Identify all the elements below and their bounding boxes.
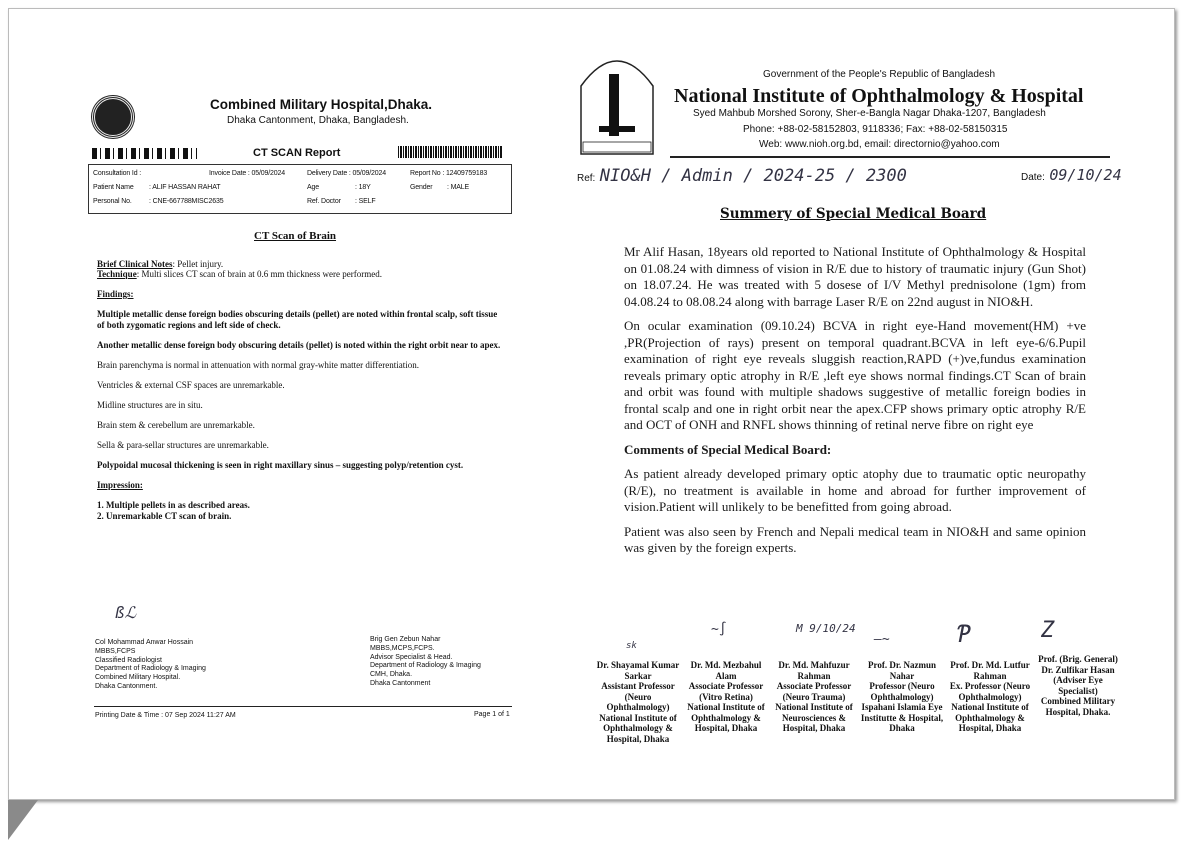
paragraph-comments: As patient already developed primary optic atophy due to traumatic optic neuropathy (R/E), no treatment is available in home and abroad for further improvement of vision.Patient will unlikely to be benefitted from going abroad. [624, 466, 1086, 514]
ref-line [577, 166, 907, 186]
radiologist-signature: ßℒ [115, 603, 137, 622]
paragraph-history: Mr Alif Hasan, 18years old reported to National Institute of Ophthalmology & Hospital on 01.08.24 with dimness of vision in R/E due to history of traumatic injury (Gun Shot) on 18.07.24. He was treated with 5 dosese of I/V Methyl prednisolone (1gm) from 04.08.24 to 08.08.24 along with barrage Laser R/E on 22nd august in NIO&H. [624, 244, 1086, 309]
signatory-org: Combined Military Hospital, Dhaka. [1040, 696, 1116, 717]
signature: M 9/10/24 [796, 622, 856, 635]
invoice-date: Invoice Date : 05/09/2024 [209, 170, 286, 177]
sign-line: Department of Radiology & Imaging [370, 662, 481, 670]
paragraph-foreign-opinion: Patient was also seen by French and Nepali medical team in NIO&H and same opinion was given by the foreign experts. [624, 523, 1086, 555]
header-divider [670, 156, 1110, 158]
nioh-web: Web: www.nioh.org.bd, email: directornio@yahoo.com [759, 139, 1000, 150]
sign-line: CMH, Dhaka. [370, 671, 413, 679]
signatory-title: Assistant Professor (Neuro Ophthalmology) [601, 681, 675, 712]
sign-line: Dhaka Cantonment [370, 679, 431, 687]
date-label: Date: [1021, 172, 1045, 183]
sign-line: Combined Military Hospital. [95, 674, 181, 682]
delivery-date: Delivery Date : 05/09/2024 [307, 170, 386, 177]
summary-title: Summery of Special Medical Board [720, 206, 987, 222]
signatory-org: National Institute of Ophthalmology & Hospital, Dhaka [951, 702, 1029, 733]
finding-item: Midline structures are in situ. [97, 400, 203, 410]
signatory [684, 660, 768, 734]
personal-no: : CNE-667788MISC2635 [149, 198, 224, 205]
scan-title: CT Scan of Brain [254, 230, 337, 242]
barcode-left [92, 148, 197, 159]
signatory-org: National Institute of Ophthalmology & Hospital, Dhaka [599, 712, 677, 744]
finding-item: Multiple metallic dense foreign bodies obscuring details (pellet) are noted within frontal scalp, soft tissue of both zygomatic regions and left side of check. [97, 309, 498, 330]
consultation-id: Consultation Id : [93, 170, 142, 177]
finding-item: Brain stem & cerebellum are unremarkable. [97, 420, 255, 430]
technique-label: Technique [97, 269, 137, 279]
comments-heading: Comments of Special Medical Board: [624, 441, 832, 457]
sign-line: MBBS,MCPS,FCPS. [370, 644, 435, 652]
ref-number: NIO&H / Admin / 2024-25 / 2300 [599, 166, 907, 186]
signature: —~ [874, 632, 890, 647]
nioh-name: National Institute of Ophthalmology & Hospital [674, 85, 1084, 107]
report-title: CT SCAN Report [253, 147, 341, 159]
summary-body [624, 244, 1086, 557]
signatory-name: Prof. Dr. Nazmun Nahar [868, 660, 936, 681]
paragraph-examination: On ocular examination (09.10.24) BCVA in right eye-Hand movement(HM) +ve ,PR(Projection of rays) present on temporal quadrant.BCVA in left eye-6/6.Pupil examination of right eye reveals sluggish reaction,RAPD (+)ve,fundus examination reveals primary optic atrophy in R/E ,left eye shows normal findings.CT Scan of brain and orbit was found with multiple shadows suggestive of metallic foreign bodies in frontal scalp and one in right orbit near the apex.CFP shows primary optic atrophy R/E and OCT of ONH and RNFL shows thinning of retinal nerve fibre on right eye [624, 318, 1086, 432]
signatories-row [596, 614, 1120, 754]
impression-item: 2. Unremarkable CT scan of brain. [97, 511, 232, 521]
clinical-notes-label: Brief Clinical Notes [97, 259, 173, 269]
gender-label: Gender [410, 184, 433, 191]
signatory-org: National Institute of Neurosciences & Hospital, Dhaka [775, 702, 853, 733]
technique: : Multi slices CT scan of brain at 0.6 mm thickness were performed. [136, 269, 382, 279]
page-fold-corner [8, 800, 38, 840]
date-value: 09/10/24 [1049, 166, 1122, 184]
signatory-1 [95, 639, 206, 692]
finding-item: Ventricles & external CSF spaces are unremarkable. [97, 380, 285, 390]
age: : 18Y [355, 184, 371, 191]
sign-line: Classified Radiologist [95, 656, 162, 664]
signatory-name: Prof. Dr. Md. Lutfur Rahman [950, 660, 1030, 681]
nioh-address: Syed Mahbub Morshed Sorony, Sher-e-Bangla Nagar Dhaka-1207, Bangladesh [693, 108, 1046, 119]
barcode-right [398, 146, 502, 158]
signature: Ƥ [956, 620, 971, 648]
findings-label: Findings: [97, 289, 134, 299]
signature: Z [1041, 618, 1055, 643]
signatory-title: Associate Professor (Vitro Retina) [688, 681, 764, 702]
signatory [1036, 654, 1120, 717]
report-body [97, 259, 502, 522]
age-label: Age [307, 184, 320, 191]
nioh-logo [577, 46, 657, 156]
signatory-name: Dr. Shayamal Kumar Sarkar [596, 660, 680, 681]
impression-item: 1. Multiple pellets in as described areas. [97, 500, 250, 510]
cmh-address: Dhaka Cantonment, Dhaka, Bangladesh. [227, 115, 409, 126]
patient-name-label: Patient Name [93, 184, 134, 191]
sign-line: Dhaka Cantonment. [95, 682, 158, 690]
sign-line: Col Mohammad Anwar Hossain [95, 639, 194, 646]
nioh-phone: Phone: +88-02-58152803, 9118336; Fax: +88-02-58150315 [743, 124, 1008, 135]
ref-label: Ref: [577, 173, 596, 184]
gov-heading: Government of the People's Republic of Bangladesh [763, 69, 996, 80]
page-number: Page 1 of 1 [474, 711, 510, 718]
report-no: Report No : 12409759183 [410, 170, 488, 177]
finding-item: Sella & para-sellar structures are unremarkable. [97, 440, 269, 450]
signatory [772, 660, 856, 734]
gender: : MALE [447, 184, 470, 191]
signatory-name: Dr. Md. Mezbahul Alam [690, 660, 762, 681]
signatory-title: (Adviser Eye Specialist) [1053, 675, 1103, 696]
ref-doctor: : SELF [355, 198, 376, 205]
signatory-org: National Institute of Ophthalmology & Hospital, Dhaka [687, 702, 765, 733]
signatory-title: Associate Professor (Neuro Trauma) [776, 681, 852, 702]
footer-divider [94, 706, 512, 707]
personal-no-label: Personal No. [93, 198, 132, 205]
signatory-title: Ex. Professor (Neuro Ophthalmology) [949, 681, 1031, 702]
sign-line: Department of Radiology & Imaging [95, 665, 206, 673]
signatory-name: Prof. (Brig. General) Dr. Zulfikar Hasan [1038, 654, 1118, 675]
impression-label: Impression: [97, 480, 143, 490]
clinical-notes: : Pellet injury. [172, 259, 224, 269]
finding-item: Brain parenchyma is normal in attenuation with normal gray-white matter differentiation. [97, 360, 419, 370]
signatory-org: Ispahani Islamia Eye Institutte & Hospital, Dhaka [860, 702, 944, 733]
signatory [948, 660, 1032, 734]
sign-line: MBBS,FCPS [95, 647, 136, 655]
signature: sk [626, 641, 637, 651]
date-line [1021, 166, 1122, 185]
sign-line: Advisor Specialist & Head. [370, 653, 453, 661]
signatory [860, 660, 944, 734]
sign-line: Brig Gen Zebun Nahar [370, 636, 441, 643]
signatory-name: Dr. Md. Mahfuzur Rahman [778, 660, 850, 681]
patient-info-box [88, 164, 512, 214]
signature: ~∫ [711, 622, 727, 637]
ref-doctor-label: Ref. Doctor [307, 198, 341, 205]
signatory [596, 660, 680, 744]
cmh-name: Combined Military Hospital,Dhaka. [210, 97, 433, 112]
signatory-title: Professor (Neuro Ophthalmology) [869, 681, 935, 702]
patient-name: : ALIF HASSAN RAHAT [149, 184, 221, 191]
signatory-2 [370, 636, 481, 689]
cmh-logo [92, 96, 134, 138]
finding-item: Polypoidal mucosal thickening is seen in right maxillary sinus – suggesting polyp/retention cyst. [97, 460, 464, 470]
printing-date: Printing Date & Time : 07 Sep 2024 11:27 AM [95, 712, 236, 719]
finding-item: Another metallic dense foreign body obscuring details (pellet) is noted within the right orbit near to apex. [97, 340, 501, 350]
